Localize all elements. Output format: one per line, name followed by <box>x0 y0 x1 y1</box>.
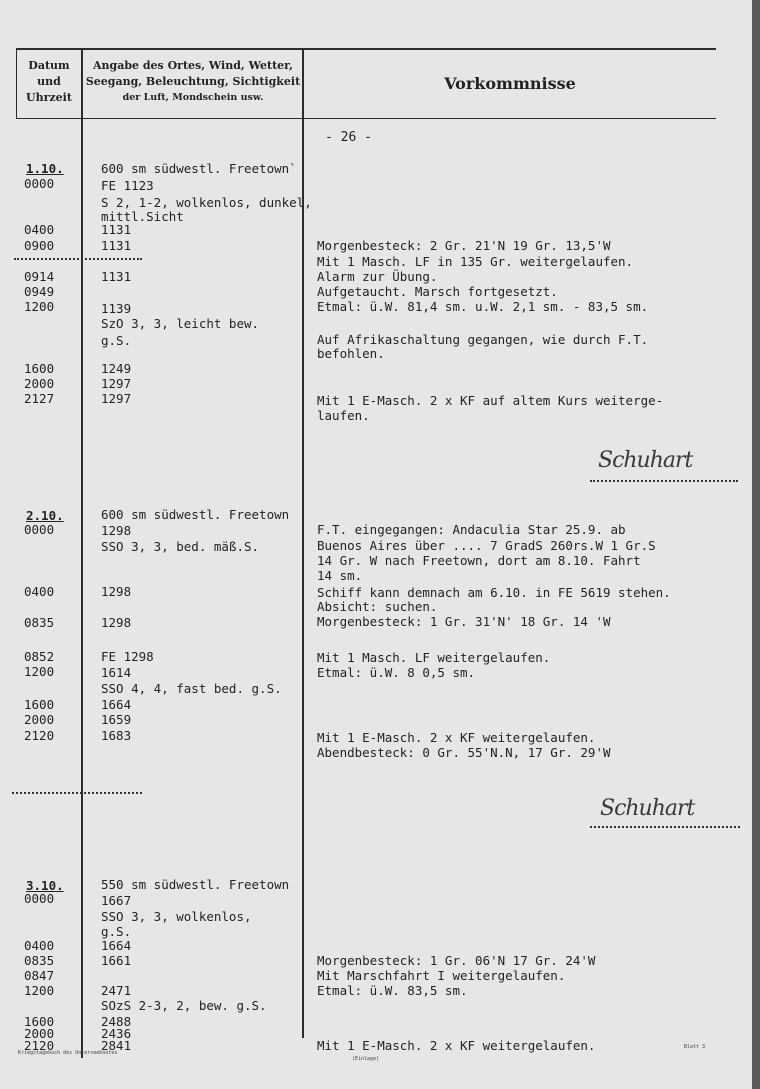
entry-position: 1249 <box>101 361 132 376</box>
entry-position: 1614 <box>101 665 132 680</box>
entry-time: 2000 <box>24 1026 55 1041</box>
entry-time: 2120 <box>24 728 55 743</box>
entry-time: 1200 <box>24 664 55 679</box>
entry-position: SzO 3, 3, leicht bew. <box>101 316 260 331</box>
entry-event: Morgenbesteck: 2 Gr. 21'N 19 Gr. 13,5'W <box>317 238 611 253</box>
footer-left: Kriegstagebuch des Unterseebootes <box>18 1050 118 1056</box>
entry-date: 1.10. <box>26 161 64 176</box>
entry-time: 1200 <box>24 983 55 998</box>
entry-position: 1297 <box>101 391 132 406</box>
entry-position: 1131 <box>101 222 132 237</box>
entry-position: SSO 3, 3, bed. mäß.S. <box>101 539 260 554</box>
entry-time: 1600 <box>24 1014 55 1029</box>
entry-time: 2000 <box>24 376 55 391</box>
entry-time: 2000 <box>24 712 55 727</box>
entry-event: 14 Gr. W nach Freetown, dort am 8.10. Fahrt <box>317 553 641 568</box>
col-divider-1 <box>81 48 83 1058</box>
entry-position: 1139 <box>101 301 132 316</box>
entry-time: 0835 <box>24 615 55 630</box>
entry-position: 550 sm südwestl. Freetown <box>101 877 290 892</box>
entry-position: SSO 3, 3, wolkenlos, <box>101 909 252 924</box>
entry-position: 2471 <box>101 983 132 998</box>
header-ort <box>84 58 302 106</box>
entry-time: 1600 <box>24 361 55 376</box>
entry-time: 1200 <box>24 299 55 314</box>
entry-time: 1600 <box>24 697 55 712</box>
header-ort-line: Seegang, Beleuchtung, Sichtigkeit <box>85 75 301 88</box>
header-bottom-rule <box>16 118 716 119</box>
entry-event: Absicht: suchen. <box>317 599 438 614</box>
entry-event: Etmal: ü.W. 8 0,5 sm. <box>317 665 476 680</box>
entry-event: Alarm zur Übung. <box>317 269 438 284</box>
signature: Schuhart <box>598 448 693 473</box>
entry-position: 1131 <box>101 269 132 284</box>
entry-position: 600 sm südwestl. Freetown <box>101 507 290 522</box>
entry-position: 1659 <box>101 712 132 727</box>
entry-position: 1297 <box>101 376 132 391</box>
left-border <box>16 48 17 118</box>
entry-position: 2841 <box>101 1038 132 1053</box>
entry-position: SSO 4, 4, fast bed. g.S. <box>101 681 282 696</box>
page-number: - 26 - <box>325 130 372 145</box>
entry-position: g.S. <box>101 924 132 939</box>
entry-position: SOzS 2-3, 2, bew. g.S. <box>101 998 267 1013</box>
header-ort-line: der Luft, Mondschein usw. <box>122 92 264 103</box>
entry-time: 2120 <box>24 1038 55 1053</box>
entry-time: 0949 <box>24 284 55 299</box>
entry-position: FE 1298 <box>101 649 154 664</box>
entry-event: Morgenbesteck: 1 Gr. 31'N' 18 Gr. 14 'W <box>317 614 611 629</box>
entry-position: 1131 <box>101 238 132 253</box>
entry-event: Mit Marschfahrt I weitergelaufen. <box>317 968 566 983</box>
entry-event: Etmal: ü.W. 83,5 sm. <box>317 983 468 998</box>
header-datum <box>18 58 80 106</box>
entry-time: 0900 <box>24 238 55 253</box>
entry-event: laufen. <box>317 408 370 423</box>
entry-event: Mit 1 Masch. LF weitergelaufen. <box>317 650 551 665</box>
dotted-separator <box>14 258 142 260</box>
entry-position: 1667 <box>101 893 132 908</box>
entry-position: 1298 <box>101 615 132 630</box>
entry-position: 2488 <box>101 1014 132 1029</box>
entry-time: 0847 <box>24 968 55 983</box>
entry-date: 3.10. <box>26 878 64 893</box>
entry-position: 1661 <box>101 953 132 968</box>
entry-time: 0000 <box>24 891 55 906</box>
entry-event: Mit 1 Masch. LF in 135 Gr. weitergelaufen. <box>317 254 634 269</box>
footer-center: (Einlage) <box>352 1056 380 1062</box>
entry-position: 1298 <box>101 584 132 599</box>
entry-time: 0000 <box>24 176 55 191</box>
top-rule <box>16 48 716 50</box>
dotted-separator <box>12 792 142 794</box>
entry-position: 1664 <box>101 938 132 953</box>
dotted-separator <box>590 480 738 482</box>
entry-position: 1298 <box>101 523 132 538</box>
entry-position: 1683 <box>101 728 132 743</box>
entry-event: F.T. eingegangen: Andaculia Star 25.9. ab <box>317 522 626 537</box>
header-datum-line: Uhrzeit <box>26 91 72 104</box>
entry-event: Morgenbesteck: 1 Gr. 06'N 17 Gr. 24'W <box>317 953 596 968</box>
header-datum-line: und <box>37 75 61 88</box>
header-vorkommnisse: Vorkommnisse <box>444 74 576 93</box>
entry-event: Mit 1 E-Masch. 2 x KF weitergelaufen. <box>317 730 596 745</box>
entry-event: Etmal: ü.W. 81,4 sm. u.W. 2,1 sm. - 83,5 sm. <box>317 299 649 314</box>
entry-position: 600 sm südwestl. Freetown` <box>101 161 297 176</box>
dotted-separator <box>590 826 740 828</box>
entry-event: befohlen. <box>317 346 385 361</box>
entry-position: FE 1123 <box>101 178 154 193</box>
entry-position: S 2, 1-2, wolkenlos, dunkel, <box>101 195 312 210</box>
entry-position: mittl.Sicht <box>101 209 184 224</box>
header-ort-line: Angabe des Ortes, Wind, Wetter, <box>92 59 294 72</box>
entry-event: Mit 1 E-Masch. 2 x KF auf altem Kurs weiterge- <box>317 393 664 408</box>
entry-time: 0000 <box>24 522 55 537</box>
entry-event: Abendbesteck: 0 Gr. 55'N.N, 17 Gr. 29'W <box>317 745 611 760</box>
entry-date: 2.10. <box>26 508 64 523</box>
entry-time: 0914 <box>24 269 55 284</box>
entry-event: Mit 1 E-Masch. 2 x KF weitergelaufen. <box>317 1038 596 1053</box>
entry-position: 1664 <box>101 697 132 712</box>
entry-position: g.S. <box>101 333 132 348</box>
header-datum-line: Datum <box>28 59 70 72</box>
entry-event: Buenos Aires über .... 7 GradS 260rs.W 1 Gr.S <box>317 538 656 553</box>
entry-event: Schiff kann demnach am 6.10. in FE 5619 stehen. <box>317 585 671 600</box>
entry-time: 0400 <box>24 222 55 237</box>
entry-event: Auf Afrikaschaltung gegangen, wie durch F.T. <box>317 332 649 347</box>
entry-event: 14 sm. <box>317 568 363 583</box>
footer-right: Blatt 3 <box>684 1044 706 1050</box>
entry-time: 0400 <box>24 584 55 599</box>
entry-time: 2127 <box>24 391 55 406</box>
entry-time: 0835 <box>24 953 55 968</box>
entry-event: Aufgetaucht. Marsch fortgesetzt. <box>317 284 558 299</box>
signature: Schuhart <box>600 796 695 821</box>
entry-time: 0400 <box>24 938 55 953</box>
entry-time: 0852 <box>24 649 55 664</box>
entry-position: 2436 <box>101 1026 132 1041</box>
